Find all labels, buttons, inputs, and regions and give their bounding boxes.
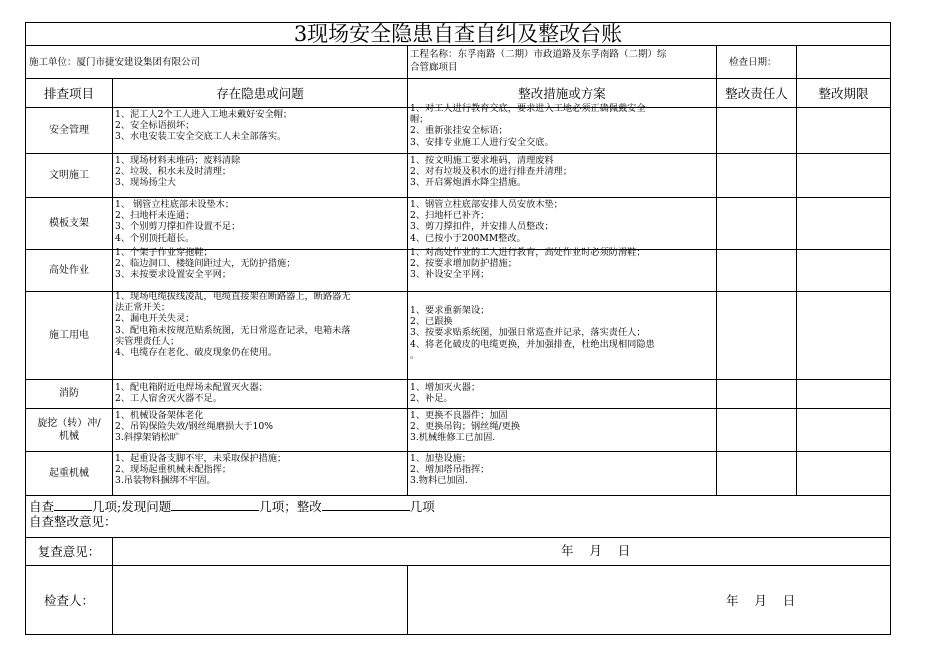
issue-cell: 1、泥工人2个工人进入工地未戴好安全帽； 2、安全标语损坏； 3、水电安装工安全交底工人未全部落实。 [115,109,293,143]
category-cell: 文明施工 [49,169,89,181]
review-date: 年 月 日 [561,543,631,558]
check-date-label: 检查日期： [729,57,777,68]
issue-cell: 1、 钢管立柱底部未设垫木； 2、扫地杆未连通； 3、个别剪刀撑扣件设置不足； 4、个别顶托超长。 [115,199,241,244]
col-divider [716,45,717,78]
issue-cell: 1、现场材料未堆码；废料清除 2、垃圾、积水未及时清理； 3、现场扬尘大 [115,155,241,189]
col-divider [716,78,717,495]
row-divider [26,565,890,566]
col-divider [112,78,113,495]
measure-cell: 1、加垫设施； 2、增加塔吊指挥； 3.物料已加固. [410,453,490,487]
measure-cell: 1、对高处作业的工人进行教育，高处作业时必须防滑鞋； 2、按要求增加防护措施； 3、补设安全平网； [410,247,646,281]
header-measure: 整改措施或方案 [518,85,606,101]
issue-cell: 1、现场电缆拔线凌乱，电缆直接架在断路器上，断路器无 法正常开关； 2、漏电开关失灵； 3、配电箱未按规范贴系统图，无日常巡查记录，电箱未落 实管理责任人； 4、电缆存在老化、破皮现象仍在使用。 [115,291,351,359]
category-cell: 模板支架 [49,217,89,229]
category-cell: 施工用电 [49,329,89,341]
header-issue: 存在隐患或问题 [216,85,304,101]
row-divider [26,197,890,198]
measure-cell: 1、增加灭火器； 2、补足。 [410,382,481,405]
row-divider [26,451,890,452]
review-label: 复查意见： [37,544,101,559]
inspector-date: 年 月 日 [726,593,796,608]
issue-cell: 1、配电箱附近电焊场未配置灭火器； 2、工人宿舍灭火器不足。 [115,382,268,405]
issue-cell: 1、个架子作业穿拖鞋； 2、临边洞口、楼缝间距过大，无防护措施； 3、未按要求设置安全平网； [115,247,296,281]
row-divider [26,537,890,538]
col-divider [407,45,408,78]
row-divider [26,379,890,380]
issue-cell: 1、机械设备架体老化 2、吊钩保险失效/钢丝绳磨损大于10% 3.斜撑架销松旷 [115,410,273,444]
col-divider [796,45,797,78]
col-divider [407,78,408,495]
measure-cell: 1、按文明施工要求堆码，清理废料 2、对有垃圾及积水的进行排查并清理； 3、开启雾炮洒水降尘措施。 [410,155,573,189]
construction-unit: 施工单位：厦门市捷安建设集团有限公司 [29,57,201,68]
measure-cell: 1、更换不良器件；加固 2、更换吊钩；钢丝绳/更换 3.机械维修工已加固. [410,410,521,444]
col-divider [796,78,797,495]
ledger-sheet [25,22,891,635]
measure-cell: 1、钢管立柱底部安排人员安放木垫； 2、扫地杆已补齐； 3、剪刀撑扣件，并安排人员整改； 4、已按小于200MM整改。 [410,199,563,244]
col-divider [407,565,408,634]
row-divider [26,495,890,496]
col-divider [112,537,113,634]
self-check-summary: 自查 几项;发现问题 几项；整改 几项 [29,499,435,514]
header-item: 排查项目 [43,85,94,101]
project-name-line1: 工程名称：东孚南路（二期）市政道路及东孚南路（二期）综 [410,49,667,60]
page-title: 3现场安全隐患自查自纠及整改台账 [293,22,623,46]
row-divider [26,45,890,46]
measure-cell: 1、对工人进行教育交底，要求进入工地必须正确佩戴安全 帽； 2、重新张挂安全标语； 3、安排专业施工人进行安全交底。 [410,103,646,148]
issue-cell: 1、起重设备支脚不牢，未采取保护措施； 2、现场起重机械未配指挥； 3.吊装物料捆绑不牢固。 [115,453,287,487]
self-check-opinion: 自查整改意见： [29,514,117,529]
category-cell: 旋挖（转）冲/ 机械 [37,417,101,442]
header-person: 整改责任人 [725,85,788,101]
category-cell: 高处作业 [49,264,89,276]
project-name-line2: 合管廊项目 [410,62,458,73]
category-cell: 消防 [59,388,79,399]
measure-cell: 1、要求重新架设； 2、已跟换 3、按要求贴系统图，加强日常巡查并记录，落实责任人； 4、将老化破皮的电缆更换，并加强排查，杜绝出现相同隐患 。 [410,305,655,361]
category-cell: 安全管理 [49,124,89,136]
category-cell: 起重机械 [49,467,89,479]
inspector-label: 检查人： [43,592,94,608]
header-deadline: 整改期限 [818,85,869,101]
row-divider [26,408,890,409]
